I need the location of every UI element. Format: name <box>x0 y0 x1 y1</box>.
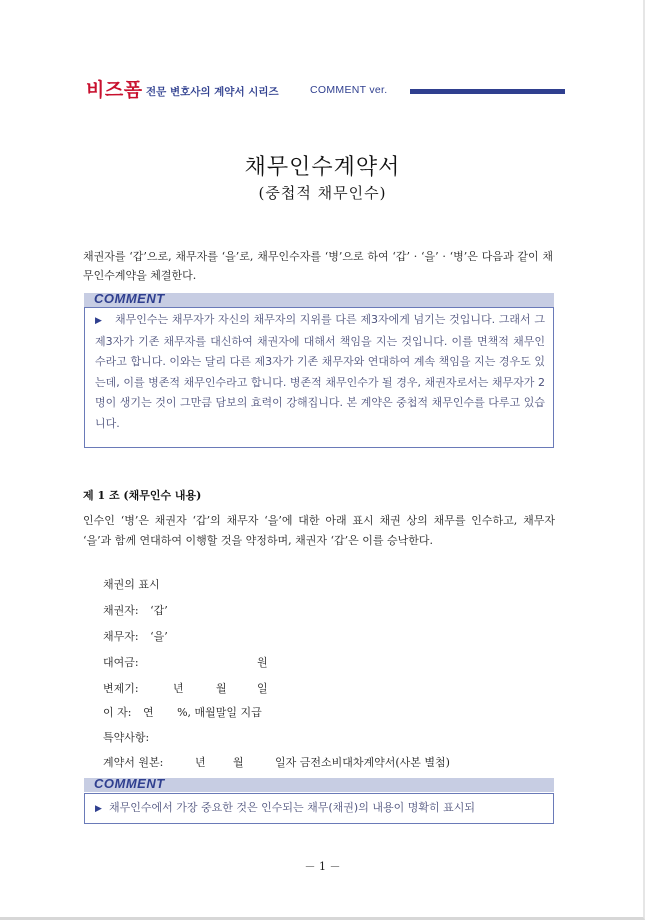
due-month: 월 <box>216 682 227 695</box>
arrow-right-icon: ▶ <box>95 316 102 326</box>
comment-box-2 <box>84 793 554 824</box>
comment-box <box>84 307 554 448</box>
creditor-label: 채권자: <box>103 604 139 617</box>
loan-row <box>103 654 268 670</box>
article-heading: 제 1 조 (채무인수 내용) <box>83 489 202 502</box>
contract-detail: 일자 금전소비대차계약서(사본 별첨) <box>275 756 450 769</box>
due-day: 일 <box>257 682 268 695</box>
document-subtitle: (중첩적 채무인수) <box>258 184 387 202</box>
interest-year: 연 <box>142 706 154 719</box>
due-row <box>103 680 268 696</box>
due-label: 변제기: <box>103 682 139 695</box>
special-row: 특약사항: <box>103 731 150 744</box>
intro-paragraph: 채권자를 ‘갑’으로, 채무자를 ‘을’로, 채무인수자를 ‘병’으로 하여 ‘갑’ · ‘을’ · ‘병’은 다음과 같이 채무인수계약을 체결한다. <box>83 250 553 282</box>
loan-label: 대여금: <box>103 656 139 669</box>
contract-year: 년 <box>195 756 206 769</box>
interest-row <box>103 704 262 720</box>
debtor-value: ‘을’ <box>150 630 168 643</box>
interest-detail: %, 매월말일 지급 <box>177 706 262 719</box>
debtor-label: 채무자: <box>103 630 139 643</box>
contract-row <box>103 754 450 770</box>
claim-label: 채권의 표시 <box>103 578 160 591</box>
comment-label: COMMENT <box>94 291 165 306</box>
loan-unit: 원 <box>257 656 268 669</box>
comment-text-2 <box>95 798 545 820</box>
page-number: － 1 － <box>304 860 341 873</box>
article-body: 인수인 ‘병’은 채권자 ‘갑’의 채무자 ‘을’에 대한 아래 표시 채권 상의 채무를 인수하고, 채무자 ‘을’과 함께 연대하여 이행할 것을 약정하며, 채권자 ‘갑’은 이를 승낙한다. <box>83 514 555 547</box>
comment-body-2: 채무인수에서 가장 중요한 것은 인수되는 채무(채권)의 내용이 명확히 표시되 <box>109 801 475 814</box>
comment-label-2: COMMENT <box>94 776 165 791</box>
creditor-row <box>103 602 168 618</box>
header-rule-right <box>410 89 565 94</box>
creditor-value: ‘갑’ <box>150 604 168 617</box>
contract-month: 월 <box>233 756 244 769</box>
debtor-row <box>103 628 168 644</box>
comment-text <box>95 310 545 434</box>
document-title: 채무인수계약서 <box>244 155 401 180</box>
contract-label: 계약서 원본: <box>103 756 164 769</box>
comment-body: 채무인수는 채무자가 자신의 채무자의 지위를 다른 제3자에게 넘기는 것입니다. 그래서 그 제3자가 기존 채무자를 대신하여 채권자에 대해서 책임을 지는 것입니다. 이를 면책적 채무인수라고 합니다. 이와는 달리 다른 제3자가 기존 채무자와 연대하여 계속 책임을 지는 경우도 있는데, 이를 병존적 채무인수라고 합니다. 병존적 채무인수가 될 경우, 채권자로서는 채무자가 2명이 생기는 것이 그만큼 담보의 효력이 강해집니다. 본 계약은 중첩적 채무인수를 다루고 있습니다. <box>95 313 545 430</box>
brand-logo: 비즈폼 <box>86 75 147 102</box>
arrow-right-icon: ▶ <box>95 804 102 814</box>
interest-label: 이 자: <box>103 706 132 719</box>
due-year: 년 <box>173 682 184 695</box>
header-series: 전문 변호사의 계약서 시리즈 <box>146 86 279 98</box>
header-version: COMMENT ver. <box>310 84 388 96</box>
